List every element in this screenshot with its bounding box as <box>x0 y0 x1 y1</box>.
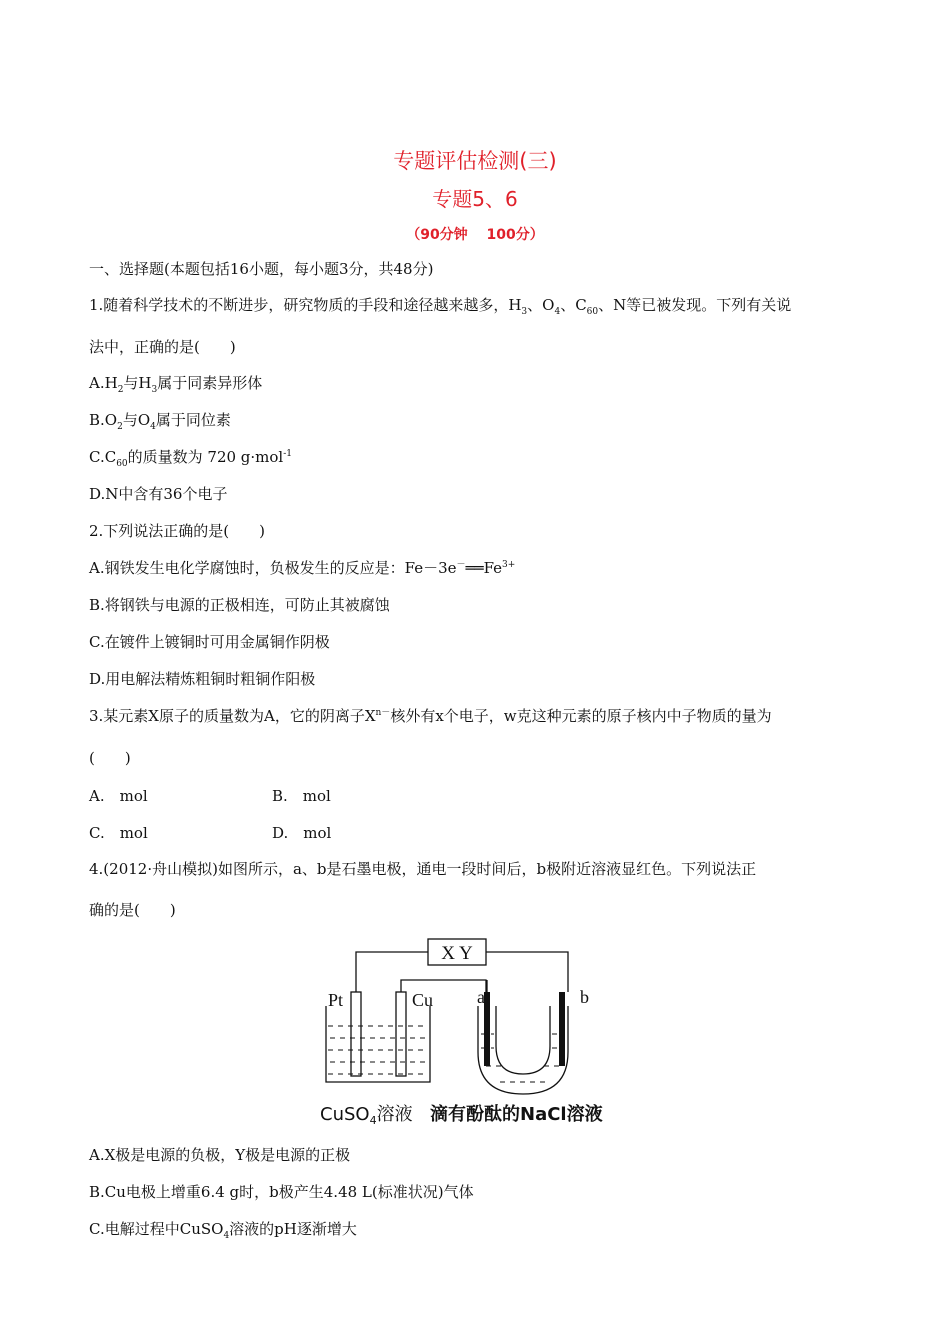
q1-option-a: $A.H_2$与$H_3$属于同素异形体 <box>89 374 263 395</box>
electrode-b <box>559 992 565 1066</box>
q3-option-c: C. mol <box>89 824 148 842</box>
pt-electrode <box>351 992 361 1076</box>
page-subtitle: 专题5、6 <box>432 187 518 211</box>
q1-option-c: $C.C_{60}$的质量数为 720 g·mol$^{-1}$ <box>89 448 293 469</box>
q3-options-row2 <box>89 823 332 843</box>
q3-option-d: D. mol <box>272 824 332 842</box>
right-caption: 滴有酚酞的NaCl溶液 <box>430 1104 603 1125</box>
q3-stem-line2: ( ) <box>89 749 131 767</box>
b-label: b <box>580 987 589 1007</box>
cu-electrode <box>396 992 406 1076</box>
q3-stem: 3.某元素X原子的质量数为A，它的阴离子$X^{n-}$核外有x个电子，w克这种元素的原子核内中子物质的量为 <box>89 707 772 725</box>
u-tube <box>478 1006 568 1094</box>
q3-option-b: B. mol <box>272 787 331 805</box>
q2-option-d: D.用电解法精炼粗铜时粗铜作阳极 <box>89 670 316 688</box>
power-label: X Y <box>441 943 473 964</box>
q3-options-row1 <box>89 786 331 806</box>
q4-option-a: A.X极是电源的负极，Y极是电源的正极 <box>89 1146 351 1164</box>
page-title: 专题评估检测(三) <box>393 149 557 173</box>
q2-option-a: A.钢铁发生电化学腐蚀时，负极发生的反应是：$Fe-3e^-══Fe^{3+}$ <box>89 559 516 577</box>
q1-stem-line2: 法中，正确的是( ) <box>89 338 236 356</box>
q2-option-c: C.在镀件上镀铜时可用金属铜作阴极 <box>89 633 330 651</box>
left-caption: CuSO$_4$溶液 <box>320 1104 413 1127</box>
q2-option-b: B.将钢铁与电源的正极相连，可防止其被腐蚀 <box>89 596 390 614</box>
q4-option-c: C.电解过程中CuSO$_4$溶液的pH逐渐增大 <box>89 1220 357 1241</box>
q4-option-b: B.Cu电极上增重6.4 g时，b极产生4.48 L(标准状况)气体 <box>89 1183 474 1201</box>
q1-option-d: D.N中含有36个电子 <box>89 485 228 503</box>
q4-stem-line2: 确的是( ) <box>89 901 176 919</box>
section-heading: 一、选择题(本题包括16小题，每小题3分，共48分) <box>89 260 434 278</box>
electrolysis-diagram <box>318 934 648 1134</box>
pt-label: Pt <box>328 990 344 1010</box>
cu-label: Cu <box>412 990 434 1010</box>
q3-option-a: A. mol <box>89 787 148 805</box>
q2-stem: 2.下列说法正确的是( ) <box>89 522 266 540</box>
a-label: a <box>477 987 485 1007</box>
q1-stem: 1.随着科学技术的不断进步，研究物质的手段和途径越来越多，$H_3$、$O_4$、$C_{60}$、N等已被发现。下列有关说 <box>89 296 792 317</box>
time-score: （90分钟 100分） <box>406 227 544 243</box>
q4-stem: 4.(2012·舟山模拟)如图所示，a、b是石墨电极，通电一段时间后，b极附近溶液显红色。下列说法正 <box>89 860 757 878</box>
left-beaker <box>326 1006 430 1082</box>
q1-option-b: $B.O_2$与$O_4$属于同位素 <box>89 411 231 432</box>
